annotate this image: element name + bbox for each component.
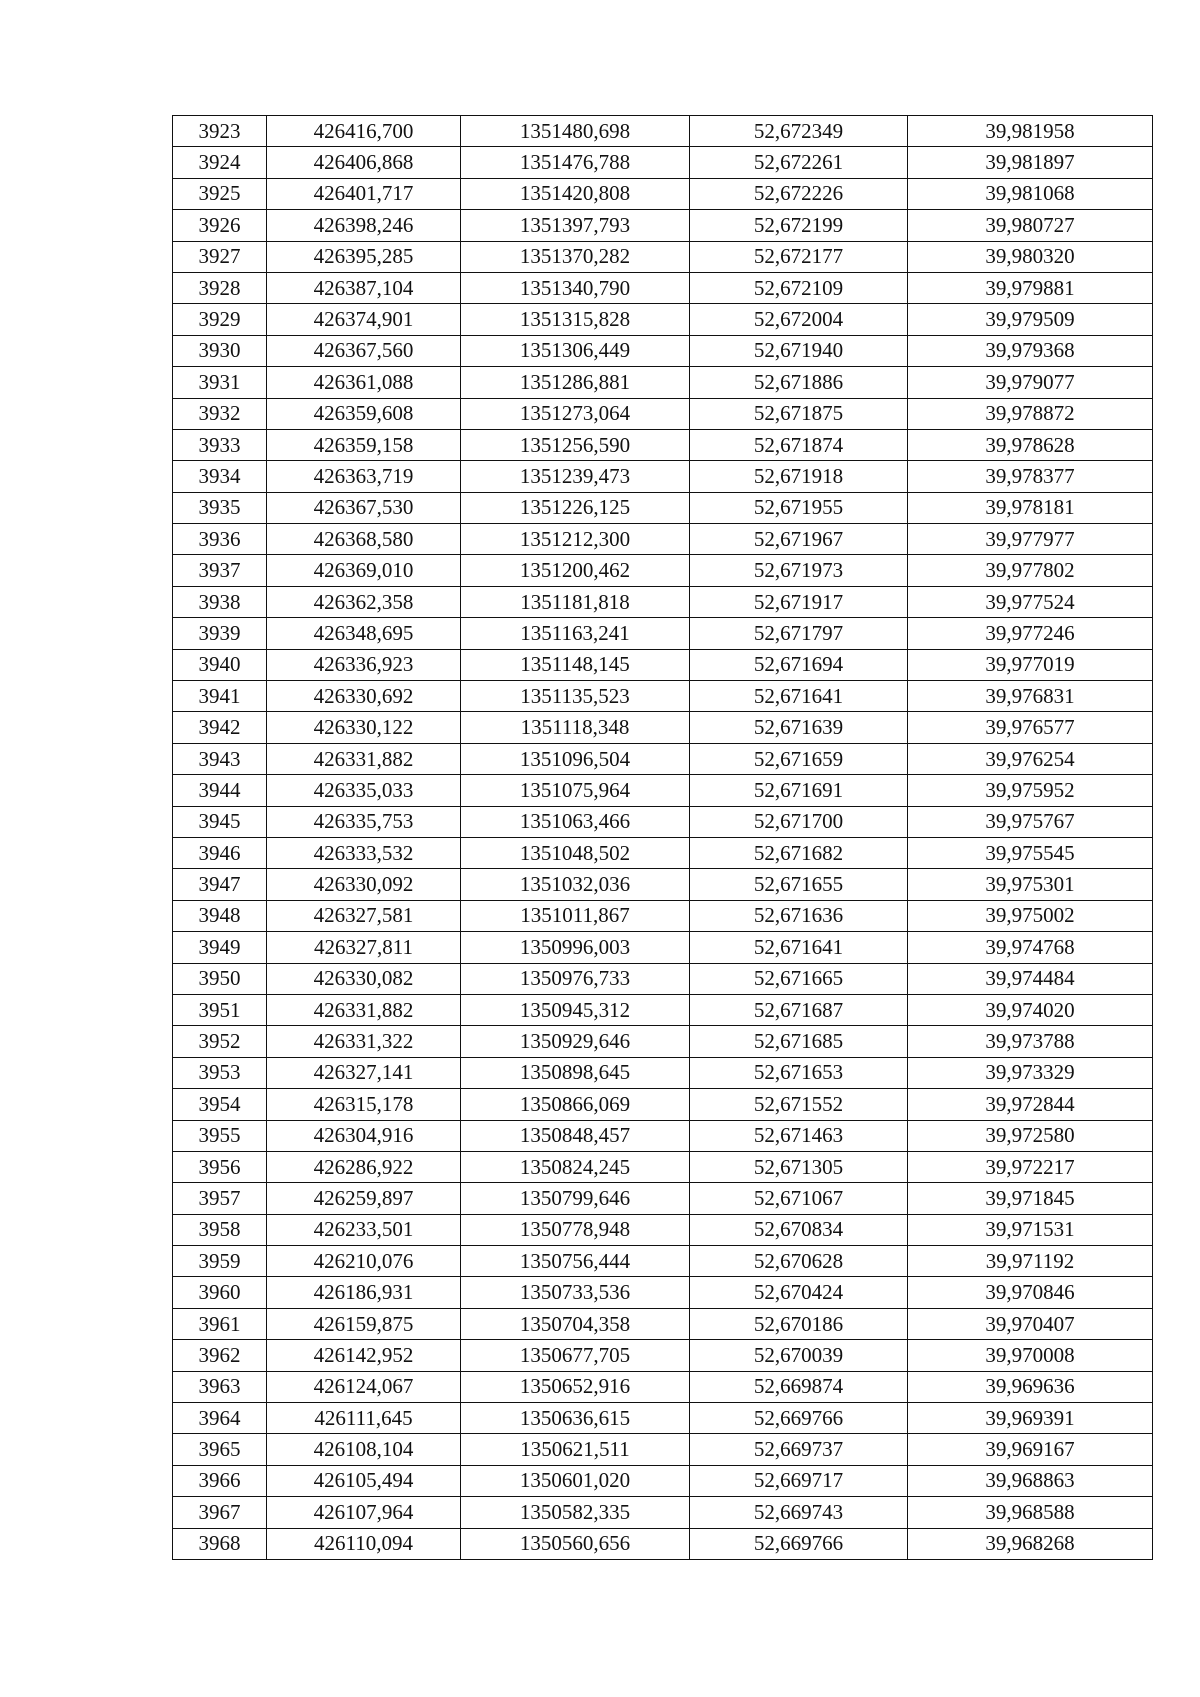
latitude-cell: 52,671886 [690, 367, 908, 398]
y-coordinate-cell: 1350898,645 [461, 1057, 690, 1088]
y-coordinate-cell: 1350601,020 [461, 1465, 690, 1496]
longitude-cell: 39,973329 [908, 1057, 1153, 1088]
x-coordinate-cell: 426406,868 [267, 147, 461, 178]
y-coordinate-cell: 1350652,916 [461, 1371, 690, 1402]
y-coordinate-cell: 1351148,145 [461, 649, 690, 680]
point-number-cell: 3925 [173, 178, 267, 209]
table-row [173, 492, 1153, 523]
y-coordinate-cell: 1350636,615 [461, 1403, 690, 1434]
latitude-cell: 52,671797 [690, 618, 908, 649]
x-coordinate-cell: 426327,811 [267, 932, 461, 963]
latitude-cell: 52,671685 [690, 1026, 908, 1057]
x-coordinate-cell: 426286,922 [267, 1151, 461, 1182]
latitude-cell: 52,671067 [690, 1183, 908, 1214]
table-row [173, 1403, 1153, 1434]
longitude-cell: 39,981068 [908, 178, 1153, 209]
point-number-cell: 3949 [173, 932, 267, 963]
longitude-cell: 39,969167 [908, 1434, 1153, 1465]
x-coordinate-cell: 426335,033 [267, 775, 461, 806]
x-coordinate-cell: 426401,717 [267, 178, 461, 209]
point-number-cell: 3962 [173, 1340, 267, 1371]
latitude-cell: 52,671639 [690, 712, 908, 743]
table-row [173, 932, 1153, 963]
y-coordinate-cell: 1351226,125 [461, 492, 690, 523]
x-coordinate-cell: 426304,916 [267, 1120, 461, 1151]
longitude-cell: 39,979077 [908, 367, 1153, 398]
table-row [173, 775, 1153, 806]
longitude-cell: 39,980320 [908, 241, 1153, 272]
latitude-cell: 52,671659 [690, 743, 908, 774]
table-row [173, 272, 1153, 303]
x-coordinate-cell: 426330,692 [267, 681, 461, 712]
point-number-cell: 3950 [173, 963, 267, 994]
point-number-cell: 3944 [173, 775, 267, 806]
point-number-cell: 3937 [173, 555, 267, 586]
y-coordinate-cell: 1351420,808 [461, 178, 690, 209]
y-coordinate-cell: 1350945,312 [461, 994, 690, 1025]
longitude-cell: 39,970846 [908, 1277, 1153, 1308]
x-coordinate-cell: 426107,964 [267, 1497, 461, 1528]
point-number-cell: 3943 [173, 743, 267, 774]
x-coordinate-cell: 426233,501 [267, 1214, 461, 1245]
point-number-cell: 3940 [173, 649, 267, 680]
point-number-cell: 3963 [173, 1371, 267, 1402]
y-coordinate-cell: 1350778,948 [461, 1214, 690, 1245]
y-coordinate-cell: 1351032,036 [461, 869, 690, 900]
latitude-cell: 52,671874 [690, 429, 908, 460]
y-coordinate-cell: 1351200,462 [461, 555, 690, 586]
longitude-cell: 39,980727 [908, 210, 1153, 241]
x-coordinate-cell: 426105,494 [267, 1465, 461, 1496]
table-row [173, 869, 1153, 900]
table-row [173, 1151, 1153, 1182]
y-coordinate-cell: 1351048,502 [461, 837, 690, 868]
table-row [173, 712, 1153, 743]
point-number-cell: 3961 [173, 1308, 267, 1339]
point-number-cell: 3964 [173, 1403, 267, 1434]
point-number-cell: 3957 [173, 1183, 267, 1214]
y-coordinate-cell: 1351118,348 [461, 712, 690, 743]
x-coordinate-cell: 426333,532 [267, 837, 461, 868]
y-coordinate-cell: 1351096,504 [461, 743, 690, 774]
table-row [173, 1120, 1153, 1151]
point-number-cell: 3952 [173, 1026, 267, 1057]
y-coordinate-cell: 1351212,300 [461, 524, 690, 555]
x-coordinate-cell: 426367,530 [267, 492, 461, 523]
point-number-cell: 3960 [173, 1277, 267, 1308]
table-row [173, 900, 1153, 931]
longitude-cell: 39,968863 [908, 1465, 1153, 1496]
point-number-cell: 3927 [173, 241, 267, 272]
table-row [173, 116, 1153, 147]
y-coordinate-cell: 1350824,245 [461, 1151, 690, 1182]
point-number-cell: 3939 [173, 618, 267, 649]
y-coordinate-cell: 1351163,241 [461, 618, 690, 649]
longitude-cell: 39,979881 [908, 272, 1153, 303]
longitude-cell: 39,979509 [908, 304, 1153, 335]
point-number-cell: 3938 [173, 586, 267, 617]
x-coordinate-cell: 426186,931 [267, 1277, 461, 1308]
latitude-cell: 52,672349 [690, 116, 908, 147]
longitude-cell: 39,978628 [908, 429, 1153, 460]
y-coordinate-cell: 1351181,818 [461, 586, 690, 617]
longitude-cell: 39,976577 [908, 712, 1153, 743]
x-coordinate-cell: 426331,882 [267, 743, 461, 774]
latitude-cell: 52,671967 [690, 524, 908, 555]
longitude-cell: 39,977977 [908, 524, 1153, 555]
point-number-cell: 3926 [173, 210, 267, 241]
x-coordinate-cell: 426368,580 [267, 524, 461, 555]
x-coordinate-cell: 426111,645 [267, 1403, 461, 1434]
longitude-cell: 39,978181 [908, 492, 1153, 523]
latitude-cell: 52,671917 [690, 586, 908, 617]
point-number-cell: 3932 [173, 398, 267, 429]
y-coordinate-cell: 1350704,358 [461, 1308, 690, 1339]
y-coordinate-cell: 1351063,466 [461, 806, 690, 837]
longitude-cell: 39,976254 [908, 743, 1153, 774]
y-coordinate-cell: 1350582,335 [461, 1497, 690, 1528]
table-row [173, 586, 1153, 617]
latitude-cell: 52,672226 [690, 178, 908, 209]
y-coordinate-cell: 1350799,646 [461, 1183, 690, 1214]
longitude-cell: 39,977524 [908, 586, 1153, 617]
longitude-cell: 39,977802 [908, 555, 1153, 586]
y-coordinate-cell: 1351135,523 [461, 681, 690, 712]
table-row [173, 1183, 1153, 1214]
y-coordinate-cell: 1351256,590 [461, 429, 690, 460]
point-number-cell: 3948 [173, 900, 267, 931]
point-number-cell: 3946 [173, 837, 267, 868]
x-coordinate-cell: 426327,141 [267, 1057, 461, 1088]
latitude-cell: 52,669766 [690, 1528, 908, 1559]
latitude-cell: 52,671641 [690, 932, 908, 963]
longitude-cell: 39,972580 [908, 1120, 1153, 1151]
latitude-cell: 52,671641 [690, 681, 908, 712]
point-number-cell: 3934 [173, 461, 267, 492]
longitude-cell: 39,968268 [908, 1528, 1153, 1559]
x-coordinate-cell: 426335,753 [267, 806, 461, 837]
longitude-cell: 39,979368 [908, 335, 1153, 366]
point-number-cell: 3954 [173, 1089, 267, 1120]
y-coordinate-cell: 1350996,003 [461, 932, 690, 963]
latitude-cell: 52,669766 [690, 1403, 908, 1434]
point-number-cell: 3933 [173, 429, 267, 460]
table-row [173, 241, 1153, 272]
latitude-cell: 52,671655 [690, 869, 908, 900]
point-number-cell: 3967 [173, 1497, 267, 1528]
y-coordinate-cell: 1350677,705 [461, 1340, 690, 1371]
point-number-cell: 3929 [173, 304, 267, 335]
longitude-cell: 39,972217 [908, 1151, 1153, 1182]
table-row [173, 1497, 1153, 1528]
longitude-cell: 39,975545 [908, 837, 1153, 868]
table-row [173, 1465, 1153, 1496]
latitude-cell: 52,671700 [690, 806, 908, 837]
table-row [173, 1528, 1153, 1559]
longitude-cell: 39,975952 [908, 775, 1153, 806]
table-row [173, 524, 1153, 555]
longitude-cell: 39,968588 [908, 1497, 1153, 1528]
x-coordinate-cell: 426259,897 [267, 1183, 461, 1214]
latitude-cell: 52,671955 [690, 492, 908, 523]
latitude-cell: 52,671687 [690, 994, 908, 1025]
point-number-cell: 3947 [173, 869, 267, 900]
x-coordinate-cell: 426330,092 [267, 869, 461, 900]
table-row [173, 1089, 1153, 1120]
latitude-cell: 52,671636 [690, 900, 908, 931]
point-number-cell: 3945 [173, 806, 267, 837]
x-coordinate-cell: 426362,358 [267, 586, 461, 617]
latitude-cell: 52,671305 [690, 1151, 908, 1182]
table-row [173, 681, 1153, 712]
table-row [173, 618, 1153, 649]
table-row [173, 210, 1153, 241]
latitude-cell: 52,672004 [690, 304, 908, 335]
x-coordinate-cell: 426108,104 [267, 1434, 461, 1465]
x-coordinate-cell: 426359,158 [267, 429, 461, 460]
point-number-cell: 3966 [173, 1465, 267, 1496]
x-coordinate-cell: 426330,122 [267, 712, 461, 743]
x-coordinate-cell: 426387,104 [267, 272, 461, 303]
latitude-cell: 52,671973 [690, 555, 908, 586]
latitude-cell: 52,671875 [690, 398, 908, 429]
x-coordinate-cell: 426159,875 [267, 1308, 461, 1339]
x-coordinate-cell: 426348,695 [267, 618, 461, 649]
point-number-cell: 3930 [173, 335, 267, 366]
table-row [173, 1340, 1153, 1371]
point-number-cell: 3965 [173, 1434, 267, 1465]
longitude-cell: 39,977246 [908, 618, 1153, 649]
table-row [173, 1434, 1153, 1465]
coordinates-table [172, 115, 1153, 1560]
y-coordinate-cell: 1351239,473 [461, 461, 690, 492]
x-coordinate-cell: 426142,952 [267, 1340, 461, 1371]
y-coordinate-cell: 1350621,511 [461, 1434, 690, 1465]
y-coordinate-cell: 1350866,069 [461, 1089, 690, 1120]
longitude-cell: 39,981897 [908, 147, 1153, 178]
x-coordinate-cell: 426331,322 [267, 1026, 461, 1057]
y-coordinate-cell: 1351340,790 [461, 272, 690, 303]
longitude-cell: 39,975767 [908, 806, 1153, 837]
y-coordinate-cell: 1350976,733 [461, 963, 690, 994]
y-coordinate-cell: 1351286,881 [461, 367, 690, 398]
longitude-cell: 39,978377 [908, 461, 1153, 492]
latitude-cell: 52,671552 [690, 1089, 908, 1120]
x-coordinate-cell: 426315,178 [267, 1089, 461, 1120]
table-row [173, 1026, 1153, 1057]
longitude-cell: 39,971845 [908, 1183, 1153, 1214]
y-coordinate-cell: 1350733,536 [461, 1277, 690, 1308]
point-number-cell: 3968 [173, 1528, 267, 1559]
coordinates-table-body [173, 116, 1153, 1560]
longitude-cell: 39,977019 [908, 649, 1153, 680]
longitude-cell: 39,973788 [908, 1026, 1153, 1057]
x-coordinate-cell: 426359,608 [267, 398, 461, 429]
longitude-cell: 39,971531 [908, 1214, 1153, 1245]
x-coordinate-cell: 426110,094 [267, 1528, 461, 1559]
x-coordinate-cell: 426395,285 [267, 241, 461, 272]
table-row [173, 1371, 1153, 1402]
point-number-cell: 3959 [173, 1246, 267, 1277]
y-coordinate-cell: 1350756,444 [461, 1246, 690, 1277]
y-coordinate-cell: 1350929,646 [461, 1026, 690, 1057]
table-row [173, 429, 1153, 460]
y-coordinate-cell: 1351370,282 [461, 241, 690, 272]
x-coordinate-cell: 426336,923 [267, 649, 461, 680]
latitude-cell: 52,669737 [690, 1434, 908, 1465]
y-coordinate-cell: 1351306,449 [461, 335, 690, 366]
point-number-cell: 3941 [173, 681, 267, 712]
y-coordinate-cell: 1351273,064 [461, 398, 690, 429]
point-number-cell: 3955 [173, 1120, 267, 1151]
latitude-cell: 52,670039 [690, 1340, 908, 1371]
x-coordinate-cell: 426363,719 [267, 461, 461, 492]
table-row [173, 367, 1153, 398]
x-coordinate-cell: 426369,010 [267, 555, 461, 586]
table-row [173, 963, 1153, 994]
y-coordinate-cell: 1351476,788 [461, 147, 690, 178]
latitude-cell: 52,670628 [690, 1246, 908, 1277]
latitude-cell: 52,669743 [690, 1497, 908, 1528]
latitude-cell: 52,669874 [690, 1371, 908, 1402]
x-coordinate-cell: 426361,088 [267, 367, 461, 398]
point-number-cell: 3924 [173, 147, 267, 178]
table-row [173, 147, 1153, 178]
latitude-cell: 52,671463 [690, 1120, 908, 1151]
table-row [173, 837, 1153, 868]
latitude-cell: 52,672109 [690, 272, 908, 303]
table-row [173, 178, 1153, 209]
x-coordinate-cell: 426124,067 [267, 1371, 461, 1402]
point-number-cell: 3936 [173, 524, 267, 555]
point-number-cell: 3931 [173, 367, 267, 398]
x-coordinate-cell: 426327,581 [267, 900, 461, 931]
latitude-cell: 52,671691 [690, 775, 908, 806]
latitude-cell: 52,670186 [690, 1308, 908, 1339]
latitude-cell: 52,672261 [690, 147, 908, 178]
longitude-cell: 39,978872 [908, 398, 1153, 429]
longitude-cell: 39,975002 [908, 900, 1153, 931]
table-row [173, 649, 1153, 680]
point-number-cell: 3958 [173, 1214, 267, 1245]
table-row [173, 304, 1153, 335]
x-coordinate-cell: 426210,076 [267, 1246, 461, 1277]
y-coordinate-cell: 1351011,867 [461, 900, 690, 931]
longitude-cell: 39,971192 [908, 1246, 1153, 1277]
point-number-cell: 3942 [173, 712, 267, 743]
table-row [173, 1214, 1153, 1245]
table-row [173, 555, 1153, 586]
latitude-cell: 52,672199 [690, 210, 908, 241]
table-row [173, 335, 1153, 366]
latitude-cell: 52,671653 [690, 1057, 908, 1088]
latitude-cell: 52,671682 [690, 837, 908, 868]
point-number-cell: 3953 [173, 1057, 267, 1088]
longitude-cell: 39,975301 [908, 869, 1153, 900]
latitude-cell: 52,671918 [690, 461, 908, 492]
latitude-cell: 52,672177 [690, 241, 908, 272]
point-number-cell: 3935 [173, 492, 267, 523]
latitude-cell: 52,671665 [690, 963, 908, 994]
latitude-cell: 52,670424 [690, 1277, 908, 1308]
point-number-cell: 3928 [173, 272, 267, 303]
latitude-cell: 52,671694 [690, 649, 908, 680]
y-coordinate-cell: 1350848,457 [461, 1120, 690, 1151]
y-coordinate-cell: 1351397,793 [461, 210, 690, 241]
longitude-cell: 39,970008 [908, 1340, 1153, 1371]
table-row [173, 994, 1153, 1025]
longitude-cell: 39,969391 [908, 1403, 1153, 1434]
longitude-cell: 39,970407 [908, 1308, 1153, 1339]
x-coordinate-cell: 426330,082 [267, 963, 461, 994]
longitude-cell: 39,981958 [908, 116, 1153, 147]
longitude-cell: 39,976831 [908, 681, 1153, 712]
longitude-cell: 39,974768 [908, 932, 1153, 963]
x-coordinate-cell: 426374,901 [267, 304, 461, 335]
longitude-cell: 39,974020 [908, 994, 1153, 1025]
longitude-cell: 39,974484 [908, 963, 1153, 994]
table-row [173, 461, 1153, 492]
y-coordinate-cell: 1350560,656 [461, 1528, 690, 1559]
y-coordinate-cell: 1351480,698 [461, 116, 690, 147]
point-number-cell: 3956 [173, 1151, 267, 1182]
x-coordinate-cell: 426331,882 [267, 994, 461, 1025]
table-row [173, 743, 1153, 774]
table-row [173, 398, 1153, 429]
x-coordinate-cell: 426398,246 [267, 210, 461, 241]
y-coordinate-cell: 1351315,828 [461, 304, 690, 335]
x-coordinate-cell: 426416,700 [267, 116, 461, 147]
table-row [173, 1308, 1153, 1339]
table-row [173, 1246, 1153, 1277]
latitude-cell: 52,670834 [690, 1214, 908, 1245]
longitude-cell: 39,972844 [908, 1089, 1153, 1120]
latitude-cell: 52,671940 [690, 335, 908, 366]
y-coordinate-cell: 1351075,964 [461, 775, 690, 806]
table-row [173, 806, 1153, 837]
latitude-cell: 52,669717 [690, 1465, 908, 1496]
point-number-cell: 3923 [173, 116, 267, 147]
x-coordinate-cell: 426367,560 [267, 335, 461, 366]
table-row [173, 1057, 1153, 1088]
longitude-cell: 39,969636 [908, 1371, 1153, 1402]
point-number-cell: 3951 [173, 994, 267, 1025]
table-row [173, 1277, 1153, 1308]
